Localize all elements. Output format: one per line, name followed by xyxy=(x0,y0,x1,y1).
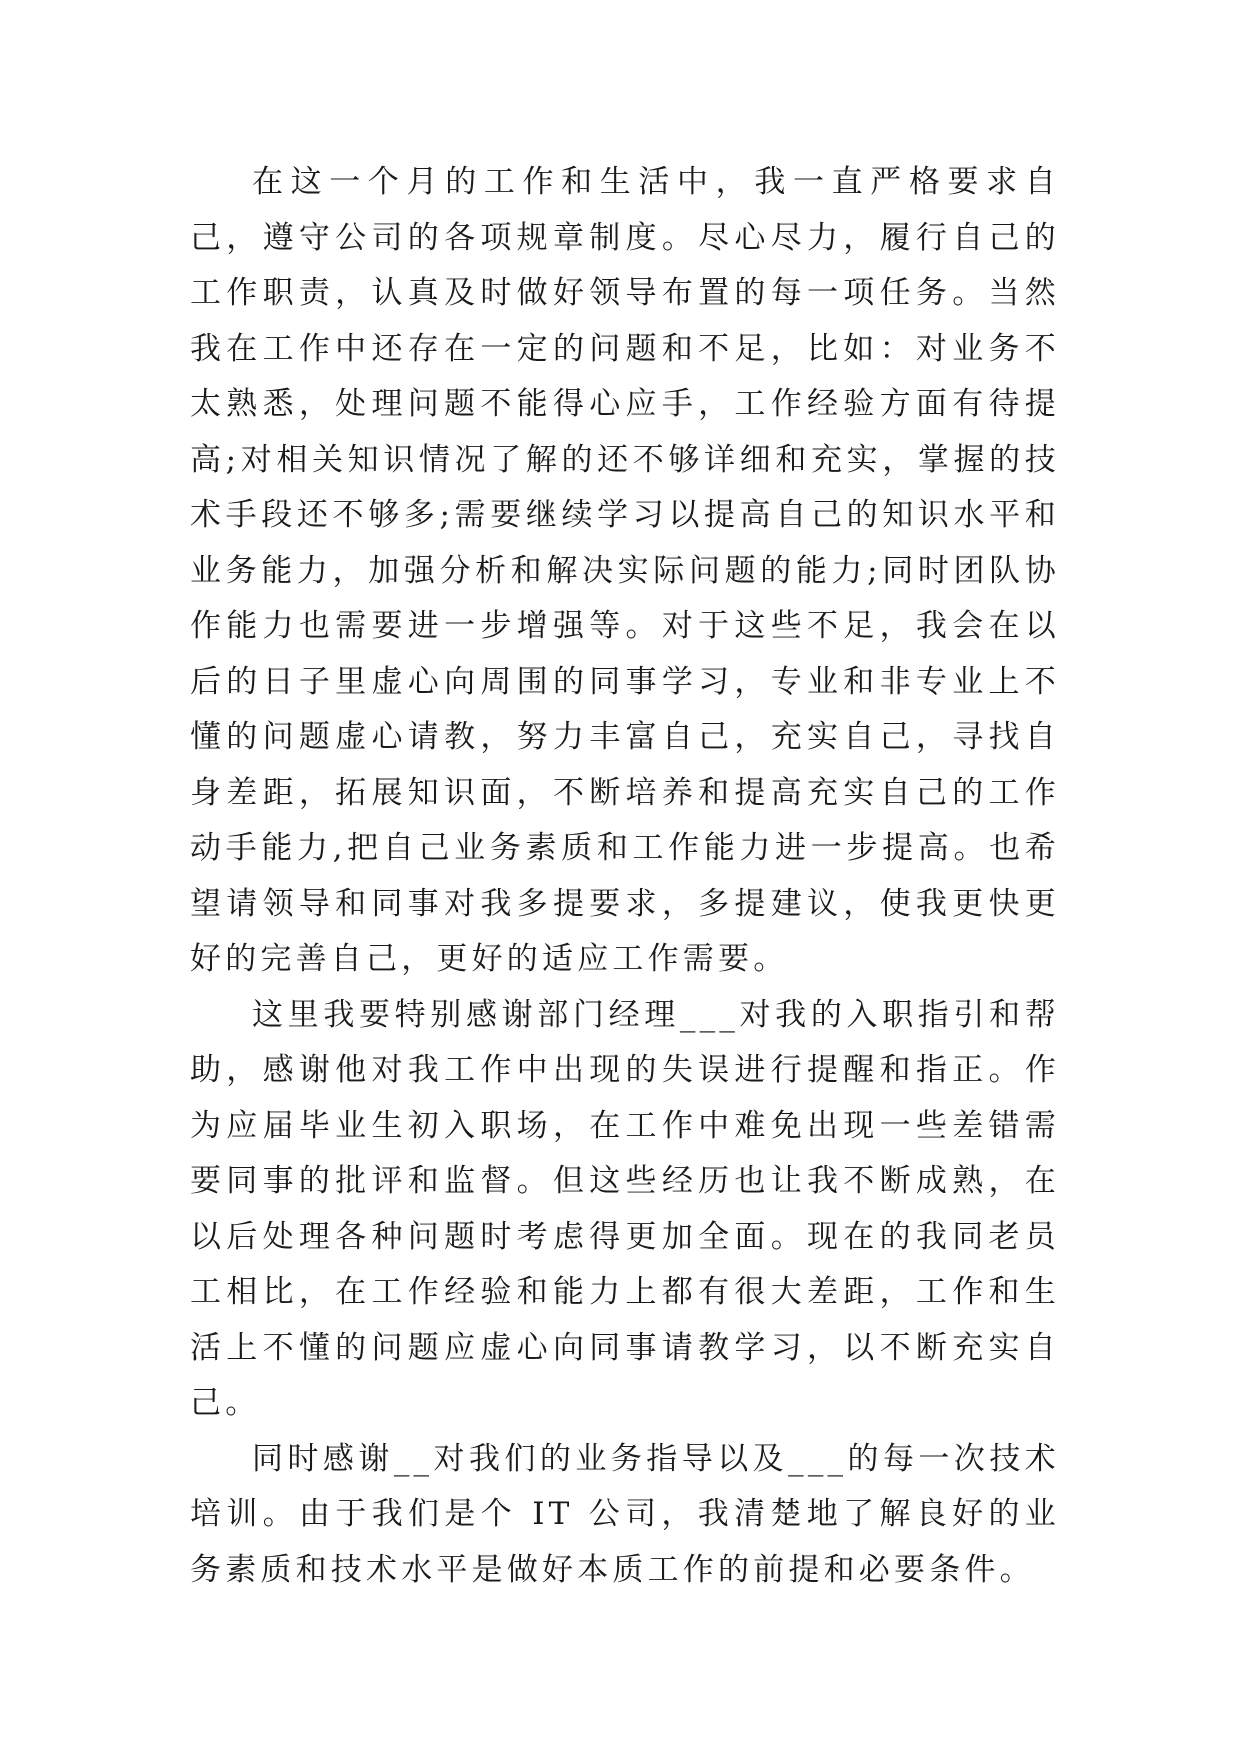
paragraph-1: 在这一个月的工作和生活中，我一直严格要求自己，遵守公司的各项规章制度。尽心尽力，履行自己的工作职责，认真及时做好领导布置的每一项任务。当然我在工作中还存在一定的问题和不足，比如：对业务不太熟悉，处理问题不能得心应手，工作经验方面有待提高;对相关知识情况了解的还不够详细和充实，掌握的技术手段还不够多;需要继续学习以提高自己的知识水平和业务能力，加强分析和解决实际问题的能力;同时团队协作能力也需要进一步增强等。对于这些不足，我会在以后的日子里虚心向周围的同事学习，专业和非专业上不懂的问题虚心请教，努力丰富自己，充实自己，寻找自身差距，拓展知识面，不断培养和提高充实自己的工作动手能力,把自己业务素质和工作能力进一步提高。也希望请领导和同事对我多提要求，多提建议，使我更快更好的完善自己，更好的适应工作需要。 xyxy=(190,164,1060,977)
document-body xyxy=(190,155,1060,1598)
paragraph-2: 这里我要特别感谢部门经理___对我的入职指引和帮助，感谢他对我工作中出现的失误进行提醒和指正。作为应届毕业生初入职场，在工作中难免出现一些差错需要同事的批评和监督。但这些经历也让我不断成熟，在以后处理各种问题时考虑得更加全面。现在的我同老员工相比，在工作经验和能力上都有很大差距，工作和生活上不懂的问题应虚心向同事请教学习，以不断充实自己。 xyxy=(190,996,1060,1421)
paragraph-3: 同时感谢__对我们的业务指导以及___的每一次技术培训。由于我们是个 IT 公司，我清楚地了解良好的业务素质和技术水平是做好本质工作的前提和必要条件。 xyxy=(190,1440,1060,1588)
